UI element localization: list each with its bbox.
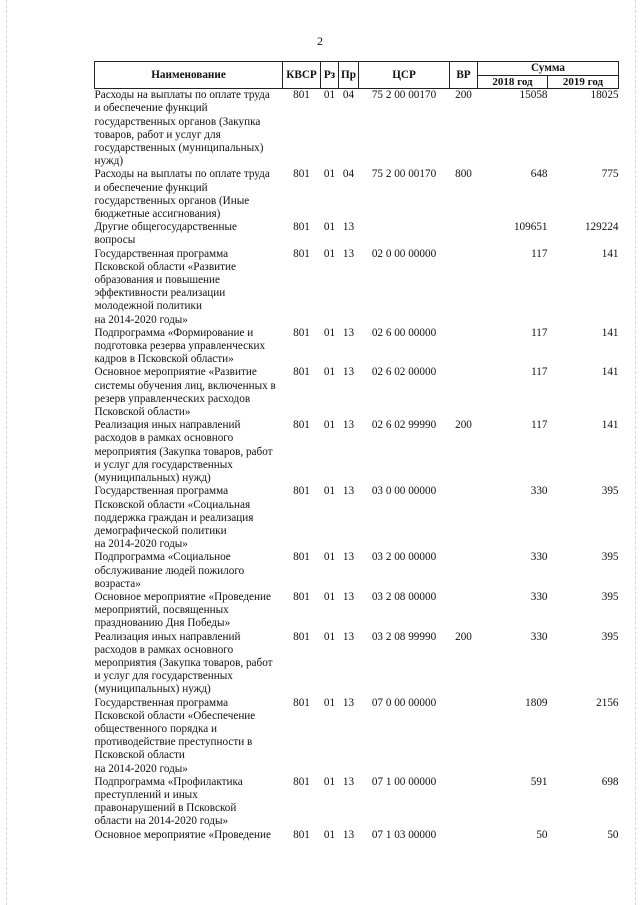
cell-kvsr: 801: [293, 590, 310, 603]
cell-vr: 800: [455, 168, 472, 181]
cell-name-line: Основное мероприятие «Проведение: [94, 590, 271, 603]
cell-vr: [450, 485, 478, 551]
header-sum: Сумма: [478, 62, 619, 76]
cell-csr: 02 6 00 00000: [371, 326, 437, 339]
cell-name-line: Государственная программа: [94, 696, 229, 709]
cell-name: [95, 591, 283, 631]
cell-name-line: расходов в рамках основного: [94, 432, 234, 445]
cell-pr: 13: [342, 775, 355, 788]
cell-name-line: (муниципальных) нужд): [94, 683, 211, 696]
cell-name-line: Псковской области «Социальная: [94, 498, 251, 511]
cell-csr: 07 1 00 00000: [371, 775, 437, 788]
table-row: [95, 697, 619, 776]
table-row: [95, 631, 619, 697]
cell-name-line: области на 2014-2020 годы»: [94, 815, 229, 828]
cell-name-line: на 2014-2020 годы»: [94, 538, 188, 551]
header-year-2018: 2018 год: [478, 76, 548, 89]
cell-name-line: празднованию Дня Победы»: [94, 617, 231, 630]
cell-rz: 01: [323, 221, 336, 234]
cell-vr: [450, 551, 478, 591]
cell-sum-2019: 18025: [590, 89, 619, 102]
cell-rz: 01: [323, 89, 336, 102]
cell-pr: 13: [342, 247, 355, 260]
cell-name-line: мероприятия (Закупка товаров, работ: [94, 656, 273, 669]
cell-csr: 07 1 03 00000: [371, 828, 437, 841]
cell-rz: 01: [323, 485, 336, 498]
cell-pr: 04: [342, 168, 355, 181]
cell-sum-2019: 141: [601, 326, 619, 339]
cell-csr: 03 0 00 00000: [371, 485, 437, 498]
cell-sum-2018: 591: [530, 775, 548, 788]
cell-kvsr: 801: [293, 630, 310, 643]
cell-kvsr: 801: [293, 485, 310, 498]
cell-name-line: бюджетные ассигнования): [94, 208, 221, 221]
cell-rz: 01: [323, 590, 336, 603]
cell-name-line: общественного порядка и: [94, 722, 217, 735]
cell-name-line: Расходы на выплаты по оплате труда: [94, 89, 270, 102]
cell-name-line: товаров, работ и услуг для: [94, 128, 221, 141]
cell-name-line: государственных (муниципальных): [94, 142, 264, 155]
cell-name-line: Расходы на выплаты по оплате труда: [94, 168, 270, 181]
cell-name: [95, 631, 283, 697]
cell-name-line: Подпрограмма «Социальное: [94, 551, 231, 564]
cell-name: [95, 248, 283, 327]
cell-csr: 02 6 02 99990: [371, 419, 437, 432]
cell-csr: 03 2 08 00000: [371, 590, 437, 603]
table-row: [95, 776, 619, 829]
cell-vr: [450, 776, 478, 829]
cell-sum-2018: 117: [531, 366, 548, 379]
cell-rz: 01: [323, 828, 336, 841]
cell-name-line: Псковской области «Обеспечение: [94, 709, 256, 722]
cell-name-line: Основное мероприятие «Проведение: [94, 828, 271, 841]
cell-pr: 13: [342, 696, 355, 709]
cell-name-line: образования и повышение: [94, 274, 220, 287]
cell-rz: 01: [323, 326, 336, 339]
cell-sum-2019: 395: [601, 630, 619, 643]
cell-kvsr: 801: [293, 168, 310, 181]
cell-sum-2018: 330: [530, 485, 548, 498]
cell-name-line: и обеспечение функций: [94, 102, 208, 115]
cell-name-line: нужд): [94, 155, 124, 168]
header-pr: Пр: [339, 62, 359, 89]
cell-name: [95, 697, 283, 776]
cell-kvsr: 801: [293, 828, 310, 841]
cell-rz: 01: [323, 775, 336, 788]
cell-sum-2018: 117: [531, 247, 548, 260]
cell-name-line: Псковской области»: [94, 406, 191, 419]
cell-sum-2019: 698: [601, 775, 619, 788]
cell-kvsr: 801: [293, 326, 310, 339]
table-row: [95, 551, 619, 591]
cell-name-line: Реализация иных направлений: [94, 630, 241, 643]
cell-rz: 01: [323, 419, 336, 432]
table-row: [95, 591, 619, 631]
header-vr: ВР: [450, 62, 478, 89]
cell-name: [95, 829, 283, 842]
cell-sum-2019: 775: [601, 168, 619, 181]
cell-vr: [450, 697, 478, 776]
cell-csr: 03 2 00 00000: [371, 551, 437, 564]
cell-sum-2019: 50: [607, 828, 619, 841]
cell-sum-2018: 109651: [513, 221, 548, 234]
cell-name-line: на 2014-2020 годы»: [94, 313, 188, 326]
cell-pr: 13: [342, 326, 355, 339]
cell-pr: 13: [342, 221, 355, 234]
cell-kvsr: 801: [293, 551, 310, 564]
cell-name-line: Государственная программа: [94, 485, 229, 498]
cell-name-line: Подпрограмма «Формирование и: [94, 326, 254, 339]
cell-name-line: Подпрограмма «Профилактика: [94, 775, 243, 788]
cell-csr: 02 6 02 00000: [371, 366, 437, 379]
cell-rz: 01: [323, 696, 336, 709]
cell-name-line: вопросы: [94, 234, 136, 247]
cell-name-line: Реализация иных направлений: [94, 419, 241, 432]
cell-name-line: обслуживание людей пожилого: [94, 564, 245, 577]
table-row: [95, 485, 619, 551]
cell-name-line: мероприятия (Закупка товаров, работ: [94, 445, 273, 458]
cell-csr: 75 2 00 00170: [371, 168, 437, 181]
cell-name: [95, 551, 283, 591]
cell-pr: 13: [342, 485, 355, 498]
cell-name-line: противодействие преступности в: [94, 736, 253, 749]
cell-sum-2019: 395: [601, 590, 619, 603]
cell-name-line: системы обучения лиц, включенных в: [94, 379, 276, 392]
cell-sum-2018: 117: [531, 326, 548, 339]
cell-vr: [450, 221, 478, 247]
cell-csr: 02 0 00 00000: [371, 247, 437, 260]
cell-name-line: государственных органов (Закупка: [94, 115, 261, 128]
cell-kvsr: 801: [293, 419, 310, 432]
budget-table: [94, 61, 619, 842]
cell-name-line: Другие общегосударственные: [94, 221, 238, 234]
cell-name-line: эффективности реализации: [94, 287, 226, 300]
header-year-2019: 2019 год: [548, 76, 619, 89]
cell-sum-2018: 648: [530, 168, 548, 181]
cell-vr: 200: [455, 419, 472, 432]
cell-name: [95, 168, 283, 221]
cell-name-line: Государственная программа: [94, 247, 229, 260]
cell-csr: 75 2 00 00170: [371, 89, 437, 102]
cell-name-line: резерв управленческих расходов: [94, 392, 251, 405]
cell-sum-2018: 15058: [519, 89, 548, 102]
cell-sum-2019: 2156: [596, 696, 619, 709]
cell-name-line: расходов в рамках основного: [94, 643, 234, 656]
cell-name-line: демографической политики: [94, 524, 227, 537]
cell-sum-2018: 50: [536, 828, 548, 841]
cell-name: [95, 327, 283, 367]
cell-kvsr: 801: [293, 696, 310, 709]
cell-kvsr: 801: [293, 221, 310, 234]
cell-kvsr: 801: [293, 775, 310, 788]
table-row: [95, 419, 619, 485]
cell-pr: 13: [342, 551, 355, 564]
cell-vr: [450, 327, 478, 367]
cell-sum-2018: 117: [531, 419, 548, 432]
cell-sum-2019: 395: [601, 551, 619, 564]
cell-name-line: возраста»: [94, 577, 141, 590]
scan-edge-left: [6, 0, 7, 905]
cell-name-line: мероприятий, посвященных: [94, 604, 229, 617]
cell-csr: [359, 221, 450, 247]
cell-pr: 13: [342, 419, 355, 432]
cell-name-line: и услуг для государственных: [94, 670, 233, 683]
cell-name: [95, 419, 283, 485]
cell-pr: 13: [342, 366, 355, 379]
page-number: 2: [317, 34, 323, 48]
cell-sum-2018: 1809: [525, 696, 548, 709]
cell-name-line: правонарушений в Псковской: [94, 802, 237, 815]
table-row: [95, 366, 619, 419]
cell-vr: 200: [455, 630, 472, 643]
cell-name-line: подготовка резерва управленческих: [94, 340, 266, 353]
cell-name: [95, 776, 283, 829]
cell-vr: [450, 829, 478, 842]
cell-sum-2018: 330: [530, 630, 548, 643]
cell-name-line: поддержка граждан и реализация: [94, 511, 254, 524]
cell-kvsr: 801: [293, 247, 310, 260]
cell-name-line: на 2014-2020 годы»: [94, 762, 188, 775]
cell-sum-2019: 395: [601, 485, 619, 498]
table-row: [95, 829, 619, 842]
cell-name-line: (муниципальных) нужд): [94, 472, 211, 485]
cell-name-line: Псковской области «Развитие: [94, 260, 236, 273]
cell-name-line: преступлений и иных: [94, 788, 198, 801]
header-name: Наименование: [95, 62, 283, 89]
scan-edge-right: [635, 0, 636, 905]
cell-name-line: и услуг для государственных: [94, 458, 233, 471]
cell-csr: 07 0 00 00000: [371, 696, 437, 709]
table-row: [95, 221, 619, 247]
table-row: [95, 327, 619, 367]
cell-sum-2019: 141: [601, 419, 619, 432]
cell-name: [95, 485, 283, 551]
cell-pr: 04: [342, 89, 355, 102]
cell-vr: [450, 591, 478, 631]
cell-kvsr: 801: [293, 89, 310, 102]
cell-name-line: молодежной политики: [94, 300, 202, 313]
cell-vr: 200: [455, 89, 472, 102]
cell-pr: 13: [342, 828, 355, 841]
cell-rz: 01: [323, 168, 336, 181]
cell-name-line: государственных органов (Иные: [94, 194, 250, 207]
cell-sum-2018: 330: [530, 590, 548, 603]
cell-name: [95, 221, 283, 247]
table-header: [95, 62, 619, 89]
cell-name-line: Основное мероприятие «Развитие: [94, 366, 257, 379]
cell-sum-2019: 141: [601, 247, 619, 260]
cell-sum-2019: 129224: [584, 221, 619, 234]
cell-sum-2018: 330: [530, 551, 548, 564]
header-rz: Рз: [321, 62, 339, 89]
table-row: [95, 168, 619, 221]
header-csr: ЦСР: [359, 62, 450, 89]
cell-pr: 13: [342, 590, 355, 603]
cell-csr: 03 2 08 99990: [371, 630, 437, 643]
cell-name-line: и обеспечение функций: [94, 181, 208, 194]
cell-pr: 13: [342, 630, 355, 643]
cell-name: [95, 89, 283, 169]
cell-kvsr: 801: [293, 366, 310, 379]
table-row: [95, 89, 619, 169]
cell-rz: 01: [323, 247, 336, 260]
table-body: [95, 89, 619, 842]
header-kvsr: КВСР: [283, 62, 321, 89]
cell-rz: 01: [323, 551, 336, 564]
cell-rz: 01: [323, 366, 336, 379]
cell-sum-2019: 141: [601, 366, 619, 379]
cell-vr: [450, 248, 478, 327]
table-row: [95, 248, 619, 327]
cell-name-line: Псковской области: [94, 749, 185, 762]
cell-vr: [450, 366, 478, 419]
cell-rz: 01: [323, 630, 336, 643]
cell-name: [95, 366, 283, 419]
cell-name-line: кадров в Псковской области»: [94, 353, 234, 366]
